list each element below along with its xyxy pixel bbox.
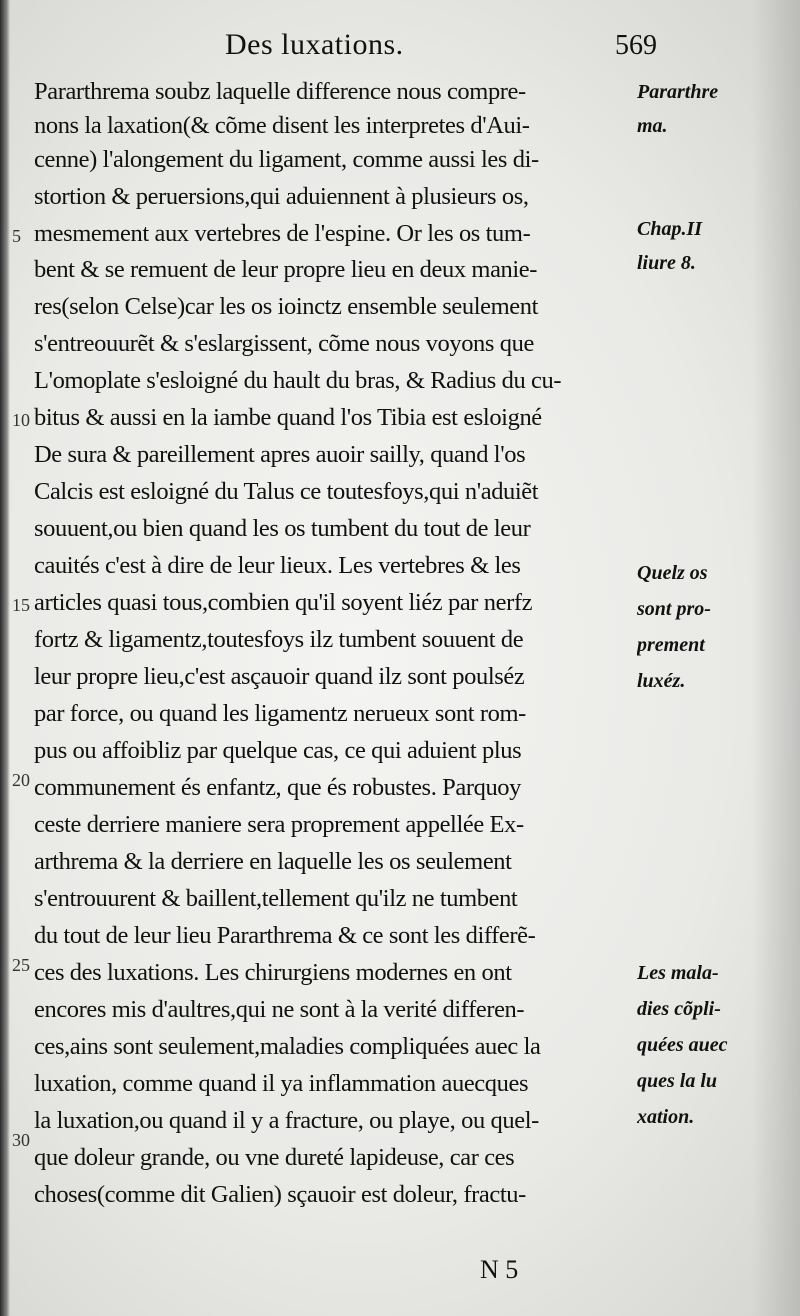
line-number: 5 [12, 226, 21, 246]
text-line: souuent,ou bien quand les os tumbent du tout de leur [34, 515, 531, 542]
binding-edge [0, 0, 10, 1316]
margin-note: xation. [637, 1106, 695, 1128]
text-line: cauités c'est à dire de leur lieux. Les vertebres & les [34, 552, 521, 579]
text-line: du tout de leur lieu Pararthrema & ce sont les differẽ- [34, 922, 536, 949]
text-line: cenne) l'alongement du ligament, comme aussi les di- [34, 146, 539, 173]
text-line: bent & se remuent de leur propre lieu en deux manie- [34, 256, 538, 283]
text-line: pus ou affoibliz par quelque cas, ce qui aduient plus [34, 737, 522, 764]
text-line: luxation, comme quand il ya inflammation auecques [34, 1070, 529, 1097]
margin-note: ma. [637, 115, 668, 137]
text-line: choses(comme dit Galien) sçauoir est doleur, fractu- [34, 1181, 526, 1208]
running-head: Des luxations. [225, 28, 404, 61]
text-line: fortz & ligamentz,toutesfoys ilz tumbent souuent de [34, 626, 524, 653]
signature-mark: N 5 [480, 1255, 519, 1284]
line-number: 10 [12, 410, 30, 430]
text-line: ces des luxations. Les chirurgiens modernes en ont [34, 959, 512, 986]
text-line: res(selon Celse)car les os ioinctz ensemble seulement [34, 293, 539, 320]
text-line: par force, ou quand les ligamentz nerueux sont rom- [34, 700, 526, 727]
text-line: mesmement aux vertebres de l'espine. Or les os tum- [34, 220, 531, 247]
margin-note: quées auec [637, 1034, 728, 1056]
text-line: stortion & peruersions,qui aduiennent à plusieurs os, [34, 183, 529, 210]
text-line: encores mis d'aultres,qui ne sont à la verité differen- [34, 996, 525, 1023]
text-line: Calcis est esloigné du Talus ce toutesfoys,qui n'aduiẽt [34, 478, 539, 505]
text-line: nons la laxation(& cõme disent les interpretes d'Aui- [34, 112, 530, 139]
facing-page-edge [752, 0, 800, 1316]
text-line: s'entreouurẽt & s'eslargissent, cõme nous voyons que [34, 330, 534, 357]
text-line: bitus & aussi en la iambe quand l'os Tibia est esloigné [34, 404, 542, 431]
text-line: leur propre lieu,c'est asçauoir quand ilz sont poulséz [34, 663, 525, 690]
text-line: la luxation,ou quand il y a fracture, ou playe, ou quel- [34, 1107, 539, 1134]
margin-note: ques la lu [637, 1070, 718, 1092]
text-line: s'entrouurent & baillent,tellement qu'ilz ne tumbent [34, 885, 518, 912]
page-number: 569 [615, 30, 657, 61]
line-number: 15 [12, 595, 30, 615]
margin-note: luxéz. [637, 670, 686, 692]
text-line: L'omoplate s'esloigné du hault du bras, & Radius du cu- [34, 367, 562, 394]
margin-note: Chap.II [637, 218, 703, 240]
margin-note: sont pro- [637, 598, 711, 620]
margin-note: prement [637, 634, 705, 656]
text-line: que doleur grande, ou vne dureté lapideuse, car ces [34, 1144, 515, 1171]
margin-note: dies cõpli- [637, 998, 721, 1020]
text-line: ces,ains sont seulement,maladies compliquées auec la [34, 1033, 541, 1060]
text-line: Pararthrema soubz laquelle difference nous compre- [34, 78, 526, 105]
line-number: 20 [12, 770, 30, 790]
margin-note: Les mala- [637, 962, 719, 984]
text-line: ceste derriere maniere sera proprement appellée Ex- [34, 811, 524, 838]
line-number: 25 [12, 955, 30, 975]
text-line: arthrema & la derriere en laquelle les os seulement [34, 848, 512, 875]
margin-note: liure 8. [637, 252, 696, 274]
text-line: communement és enfantz, que és robustes. Parquoy [34, 774, 521, 801]
text-line: articles quasi tous,combien qu'il soyent liéz par nerfz [34, 589, 533, 616]
text-line: De sura & pareillement apres auoir sailly, quand l'os [34, 441, 526, 468]
margin-note: Pararthre [637, 81, 719, 103]
line-number: 30 [12, 1130, 30, 1150]
margin-note: Quelz os [637, 562, 708, 584]
